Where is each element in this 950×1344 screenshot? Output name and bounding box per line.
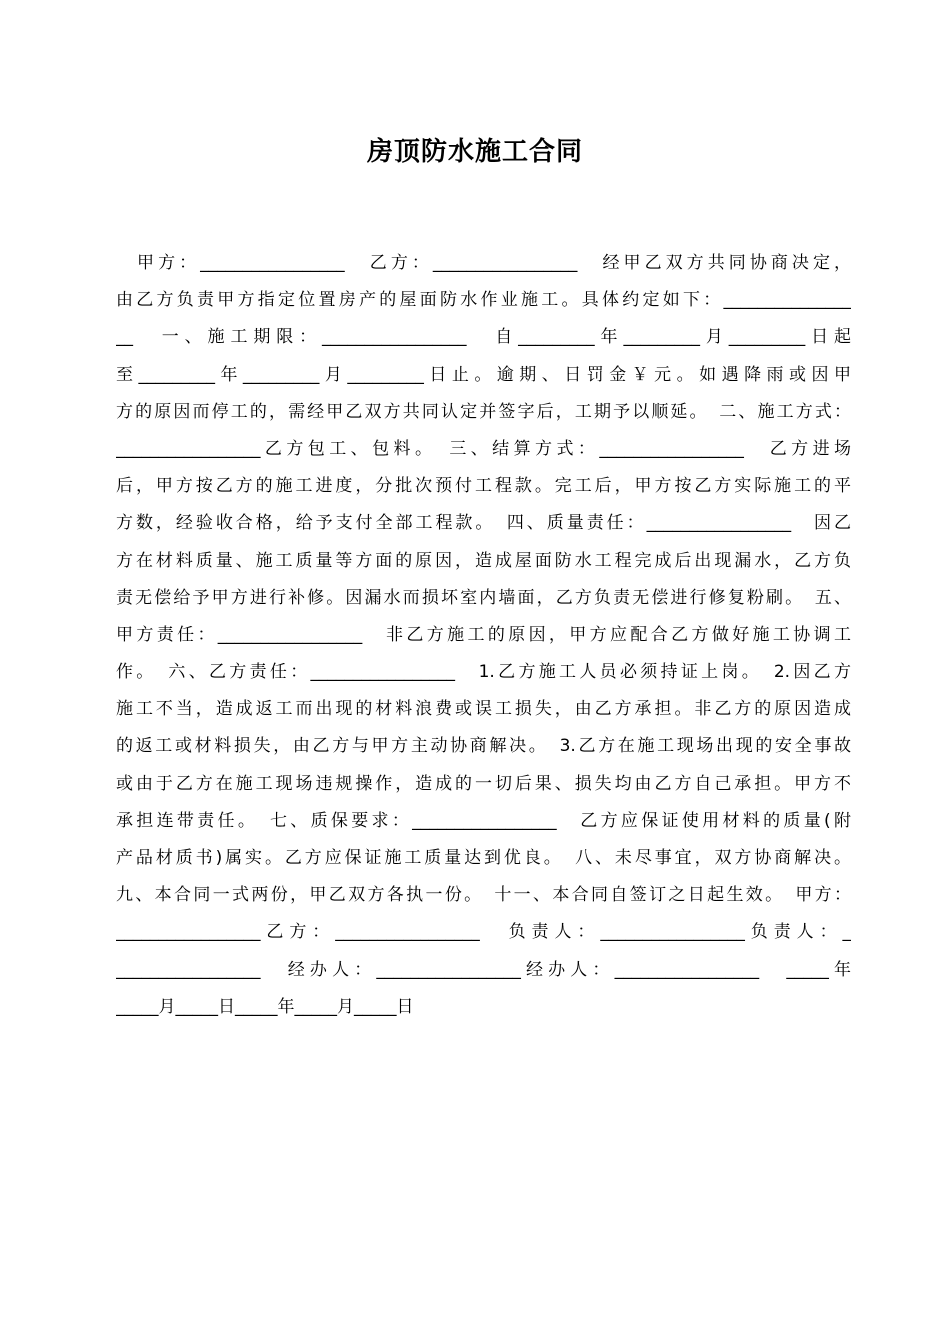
contract-line: 产品材质书)属实。乙方应保证施工质量达到优良。 八、未尽事宜，双方协商解决。 [116,848,851,868]
contract-line: 甲方责任：_________________ 非乙方施工的原因，甲方应配合乙方做好施工协调工 [116,624,851,645]
contract-line: _________________乙方：_________________ 负责人：_________________负责人：_ [116,922,851,943]
contract-line: 至_________年_________月_________日止。逾期、日罚金￥元。如遇降雨或因甲 [116,364,851,385]
contract-line: 或由于乙方在施工现场违规操作，造成的一切后果、损失均由乙方自己承担。甲方不 [116,773,851,794]
contract-line: 承担连带责任。 七、质保要求：_________________ 乙方应保证使用材料的质量(附 [116,810,851,831]
contract-body [116,245,851,1026]
contract-line: 甲方：_________________ 乙方：_________________ 经甲乙双方共同协商决定， [116,253,851,273]
contract-line: _________________ 经办人：_________________经办人：_________________ _____年 [116,959,851,980]
contract-line: _____月_____日_____年_____月_____日 [116,996,414,1017]
contract-line: 责无偿给予甲方进行补修。因漏水而损坏室内墙面，乙方负责无偿进行修复粉刷。 五、 [116,587,851,608]
contract-line: __ 一、施工期限：_________________ 自_________年_________月_________日起 [116,327,851,348]
contract-line: 施工不当，造成返工而出现的材料浪费或误工损失，由乙方承担。非乙方的原因造成 [116,699,851,720]
contract-line: 由乙方负责甲方指定位置房产的屋面防水作业施工。具体约定如下：_______________ [116,290,851,311]
contract-line: 后，甲方按乙方的施工进度，分批次预付工程款。完工后，甲方按乙方实际施工的平 [116,476,851,497]
contract-line: _________________乙方包工、包料。 三、结算方式：_________________ 乙方进场 [116,438,851,459]
document-title: 房顶防水施工合同 [366,137,583,167]
contract-line: 方在材料质量、施工质量等方面的原因，造成屋面防水工程完成后出现漏水，乙方负 [116,550,851,571]
contract-line: 作。 六、乙方责任：_________________ 1.乙方施工人员必须持证上岗。 2.因乙方 [116,662,851,683]
contract-line: 九、本合同一式两份，甲乙双方各执一份。 十一、本合同自签订之日起生效。 甲方： [116,885,851,906]
contract-line: 方的原因而停工的，需经甲乙双方共同认定并签字后，工期予以顺延。 二、施工方式： [116,401,851,422]
contract-line: 的返工或材料损失，由乙方与甲方主动协商解决。 3.乙方在施工现场出现的安全事故 [116,736,851,757]
contract-line: 方数，经验收合格，给予支付全部工程款。 四、质量责任：_________________ 因乙 [116,513,851,534]
